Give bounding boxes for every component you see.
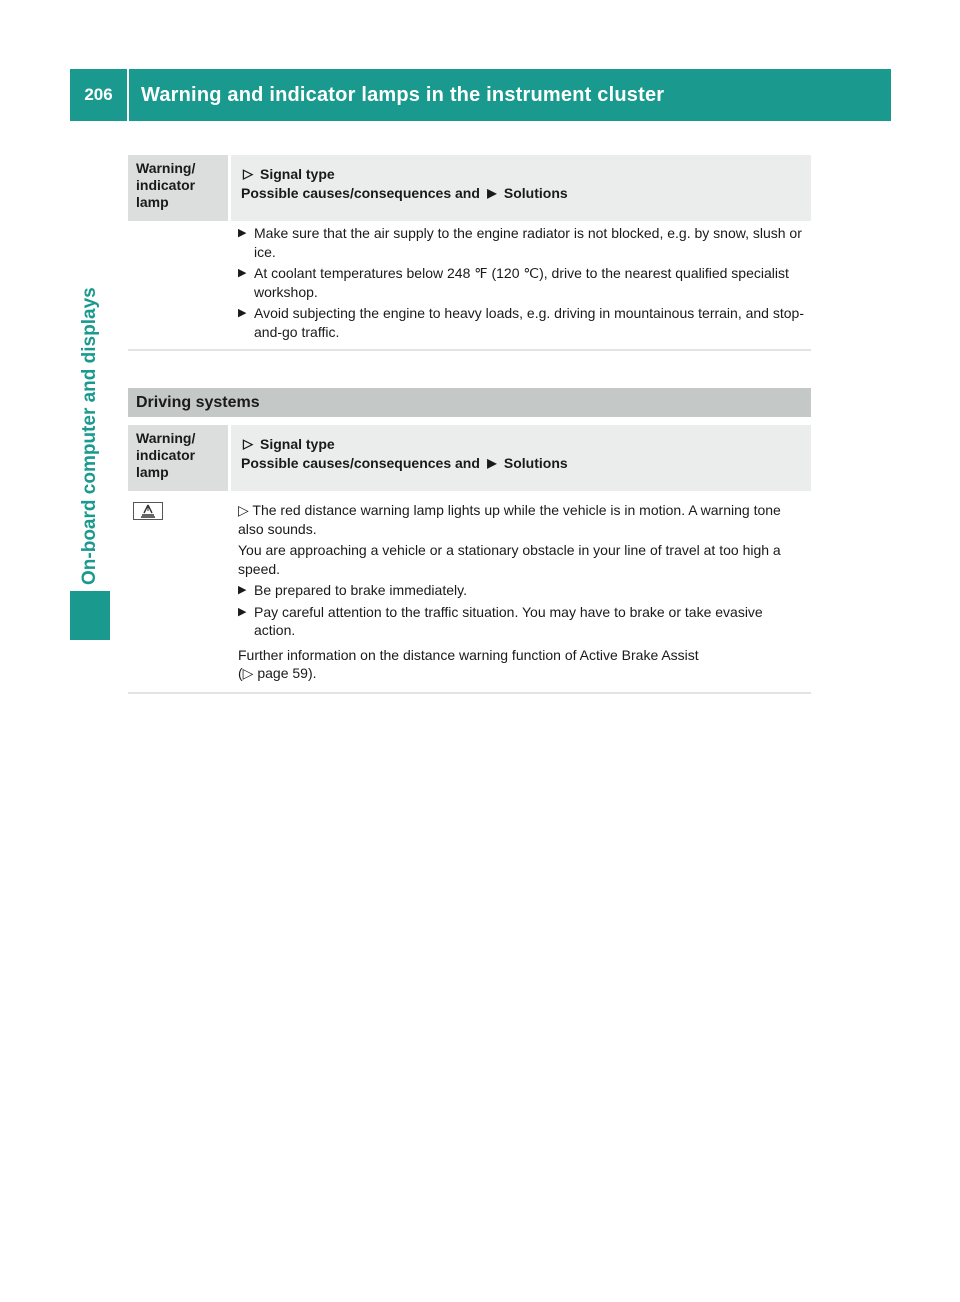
- step-arrow-icon: ▶: [238, 605, 247, 618]
- driving-row-content: [238, 501, 806, 686]
- side-tab-label: On-board computer and displays: [79, 287, 100, 585]
- table-header-1: [128, 155, 811, 221]
- signal-type-label: Signal type: [260, 435, 335, 452]
- step-arrow-icon: ▶: [238, 307, 247, 319]
- solutions-label: Solutions: [503, 455, 568, 471]
- table-header-2: [128, 425, 811, 491]
- solution-arrow-icon: ▶: [487, 456, 497, 470]
- header-info-column: [231, 155, 811, 221]
- page-ref-icon: ▷: [242, 665, 254, 681]
- signal-description: ▷ The red distance warning lamp lights up while the vehicle is in motion. A warning tone also sounds.: [238, 502, 781, 537]
- signal-type-label: Signal type: [260, 165, 335, 182]
- header-lamp-column: Warning/ indicator lamp: [128, 155, 228, 221]
- page-title: Warning and indicator lamps in the instrument cluster: [141, 83, 665, 106]
- causes-label: Possible causes/consequences and: [241, 455, 480, 471]
- signal-icon: ▷: [238, 502, 249, 518]
- page-number: 206: [84, 85, 113, 104]
- list-item: ▶ Make sure that the air supply to the engine radiator is not blocked, e.g. by snow, slush or ice.: [238, 225, 802, 260]
- header-lamp-column: Warning/ indicator lamp: [128, 425, 228, 491]
- step-arrow-icon: ▶: [238, 227, 247, 239]
- list-item: ▶ Be prepared to brake immediately.: [238, 582, 467, 598]
- distance-warning-icon: [133, 502, 163, 520]
- further-information: Further information on the distance warning function of Active Brake Assist (▷ page 59).: [238, 646, 806, 683]
- row-divider: [128, 692, 811, 694]
- page-reference[interactable]: (▷ page 59).: [238, 665, 317, 681]
- row-divider: [128, 349, 811, 351]
- page-header: [70, 69, 891, 121]
- section-heading: Driving systems: [128, 388, 811, 417]
- step-arrow-icon: ▶: [238, 584, 247, 596]
- signal-type-icon: ▷: [243, 165, 253, 181]
- solution-arrow-icon: ▶: [487, 186, 497, 200]
- side-tab-block: [70, 591, 110, 640]
- list-item: ▶ Pay careful attention to the traffic situation. You may have to brake or take evasive action.: [238, 603, 763, 638]
- step-arrow-icon: ▶: [238, 267, 247, 279]
- list-item: ▶ Avoid subjecting the engine to heavy loads, e.g. driving in mountainous terrain, and stop-and-go traffic.: [238, 305, 804, 340]
- signal-type-icon: ▷: [243, 435, 253, 451]
- list-item: ▶ At coolant temperatures below 248 ℉ (120 ℃), drive to the nearest qualified specialist workshop.: [238, 265, 789, 300]
- causes-label: Possible causes/consequences and: [241, 185, 480, 201]
- header-info-column: [231, 425, 811, 491]
- continued-row-content: [238, 224, 808, 344]
- cause-description: You are approaching a vehicle or a stationary obstacle in your line of travel at too high a speed.: [238, 542, 781, 577]
- solutions-label: Solutions: [503, 185, 568, 201]
